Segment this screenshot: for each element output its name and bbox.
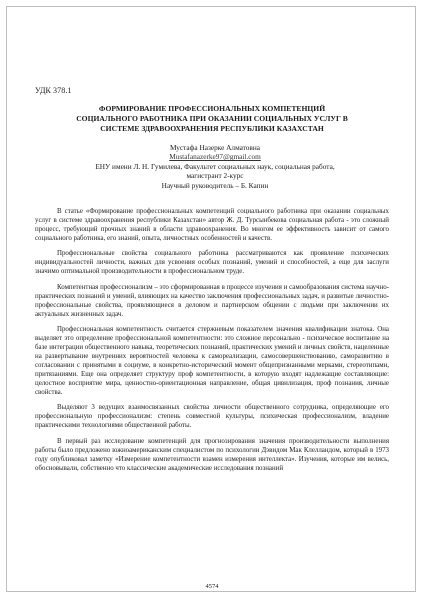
author-email[interactable]: Mustafanazerke97@gmail.com xyxy=(169,152,261,162)
paragraph: Выделяют 3 ведущих взаимосвязанных свойства личности общественного сотрудника, определяющие его профессиональную профессионализм: степень совместной культуры, психическая профессионализм, владение практическими технологиями общественной работы. xyxy=(35,404,389,430)
paragraph: Профессиональные свойства социального работника рассматриваются как проявление психических индивидуальностей личности, важных для усвоения особых познаний, умений и способностей, а еще для заслуги значимо оптимальной производительности в профессиональном труде. xyxy=(35,250,389,276)
title-line: ФОРМИРОВАНИЕ ПРОФЕССИОНАЛЬНЫХ КОМПЕТЕНЦИЙ xyxy=(98,104,326,113)
paragraph: В первый раз исследование компетенций для прогнозирования значения производительности выполнения работы было предложено южноамериканским специалистом по психологии Дэвидом Мак Клелландом, который в 1973 году опубликовал заметку «Измерение компетентности взамен измерения интеллекта». Изучения, которые им велись, обосновывали, собственно что классические академические исследования познаний xyxy=(35,437,389,472)
supervisor: Научный руководитель – Б. Капин xyxy=(161,180,269,190)
author-block xyxy=(80,143,350,190)
paragraph: Компетентная профессионализм – это сформированная в процессе изучения и самообразования система научно- практических познаний и умений, влияющих на качество заключения профессиональных задач, и развитые личностно-профессиональные свойства, проявляющиеся в деловом и партнерском общении с людьми при заключении их актуальных жизненных задач. xyxy=(35,283,389,318)
paragraph: Профессиональная компетентность считается стержневым показателем значения квалификации знатока. Она выделяет это определение профессиональной компетентности: это сложное персонально - психическое воспитание на базе интеграции общественного навыка, теоретических познаний, практических умений и личных свойств, нацеленные на развертывание внутренних вероятностей человека к самореализации, самосовершенствованию, саморазвитию в согласовании с принятыми в социуме, в конкретно-исторический момент общепризнанными мерками, стереотипами, притязаниями. Еще она определяет структуру проф компетентности, в которую входят надлежащие составляющие: целостное восприятие мира, ценностно-ориентационная направление, общая цивилизация, проф познания, личные свойства. xyxy=(35,326,389,396)
article-title xyxy=(64,104,360,134)
author-position: магистрант 2-курс xyxy=(186,171,244,181)
title-line: СОЦИАЛЬНОГО РАБОТНИКА ПРИ ОКАЗАНИИ СОЦИАЛЬНЫХ УСЛУГ В xyxy=(76,114,348,123)
title-line: СИСТЕМЕ ЗДРАВООХРАНЕНИЯ РЕСПУБЛИКИ КАЗАХСТАН xyxy=(100,124,324,133)
article-body xyxy=(35,208,389,480)
author-affiliation: ЕНУ имени Л. Н. Гумилева, Факультет социальных наук, социальная работа, xyxy=(95,161,335,171)
udk-code: УДК 378.1 xyxy=(35,86,72,95)
author-name: Мустафа Назерке Алматовна xyxy=(169,143,261,152)
page-number: 4574 xyxy=(205,583,219,590)
paragraph: В статье «Формирование профессиональных компетенций социального работника при оказании социальных услуг в системе здравоохранения республики Казахстан» автор Ж. Д. Турсынбекова социальная работа - это сложный процесс, требующий прочных знаний в области здравоохранения. Во многом ее эффективность зависит от самого социального работника, его знаний, опыта, личностных особенностей и качеств. xyxy=(35,208,389,242)
